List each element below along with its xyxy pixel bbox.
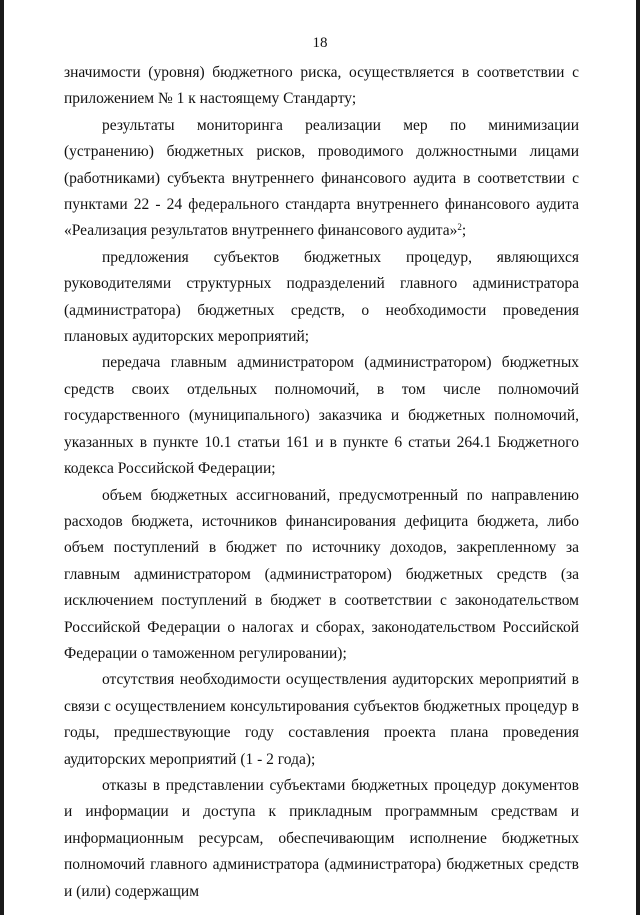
paragraph-proposals: предложения субъектов бюджетных процедур, являющихся руководителями структурных подразделений главного администратора (администратора) бюджетных средств, о необходимости проведения плановых аудиторских мероприятий;	[64, 248, 579, 346]
paragraph-monitoring-results	[64, 113, 579, 245]
document-body	[64, 60, 579, 905]
paragraph-refusals: отказы в представлении субъектами бюджетных процедур документов и информации и доступа к прикладным программным средствам и информационным ресурсам, обеспечивающим исполнение бюджетных полномочий главного администратора (администратора) бюджетных средств и (или) содержащим	[64, 776, 579, 900]
scan-border-left	[0, 0, 4, 915]
scan-border-right	[636, 0, 640, 915]
paragraph-consulting: отсутствия необходимости осуществления аудиторских мероприятий в связи с осуществлением консультирования субъектов бюджетных процедур в годы, предшествующие году составления проекта плана проведения аудиторских мероприятий (1 - 2 года);	[64, 671, 579, 768]
paragraph-continuation: значимости (уровня) бюджетного риска, осуществляется в соответствии с приложением № 1 к настоящему Стандарту;	[64, 64, 579, 108]
paragraph-delegation: передача главным администратором (администратором) бюджетных средств своих отдельных полномочий, в том числе полномочий государственного (муниципального) заказчика и бюджетных полномочий, указанных в пункте 10.1 статьи 161 и в пункте 6 статьи 264.1 Бюджетного кодекса Российской Федерации;	[64, 354, 579, 478]
paragraph-text: результаты мониторинга реализации мер по минимизации (устранению) бюджетных рисков, проводимого должностными лицами (работниками) субъекта внутреннего финансового аудита в соответствии с пунктами 22 - 24 федерального стандарта внутреннего финансового аудита «Реализация результатов внутреннего финансового аудита»	[64, 116, 579, 240]
footnote-reference: 2	[457, 222, 462, 233]
page-number: 18	[312, 35, 328, 51]
paragraph-terminator: ;	[461, 222, 467, 240]
paragraph-budget-volume: объем бюджетных ассигнований, предусмотренный по направлению расходов бюджета, источников финансирования дефицита бюджета, либо объем поступлений в бюджет по источнику доходов, закрепленному за главным администратором (администратором) бюджетных средств (за исключением поступлений в бюджет в соответствии с законодательством Российской Федерации о налогах и сборах, законодательством Российской Федерации о таможенном регулировании);	[64, 486, 579, 662]
